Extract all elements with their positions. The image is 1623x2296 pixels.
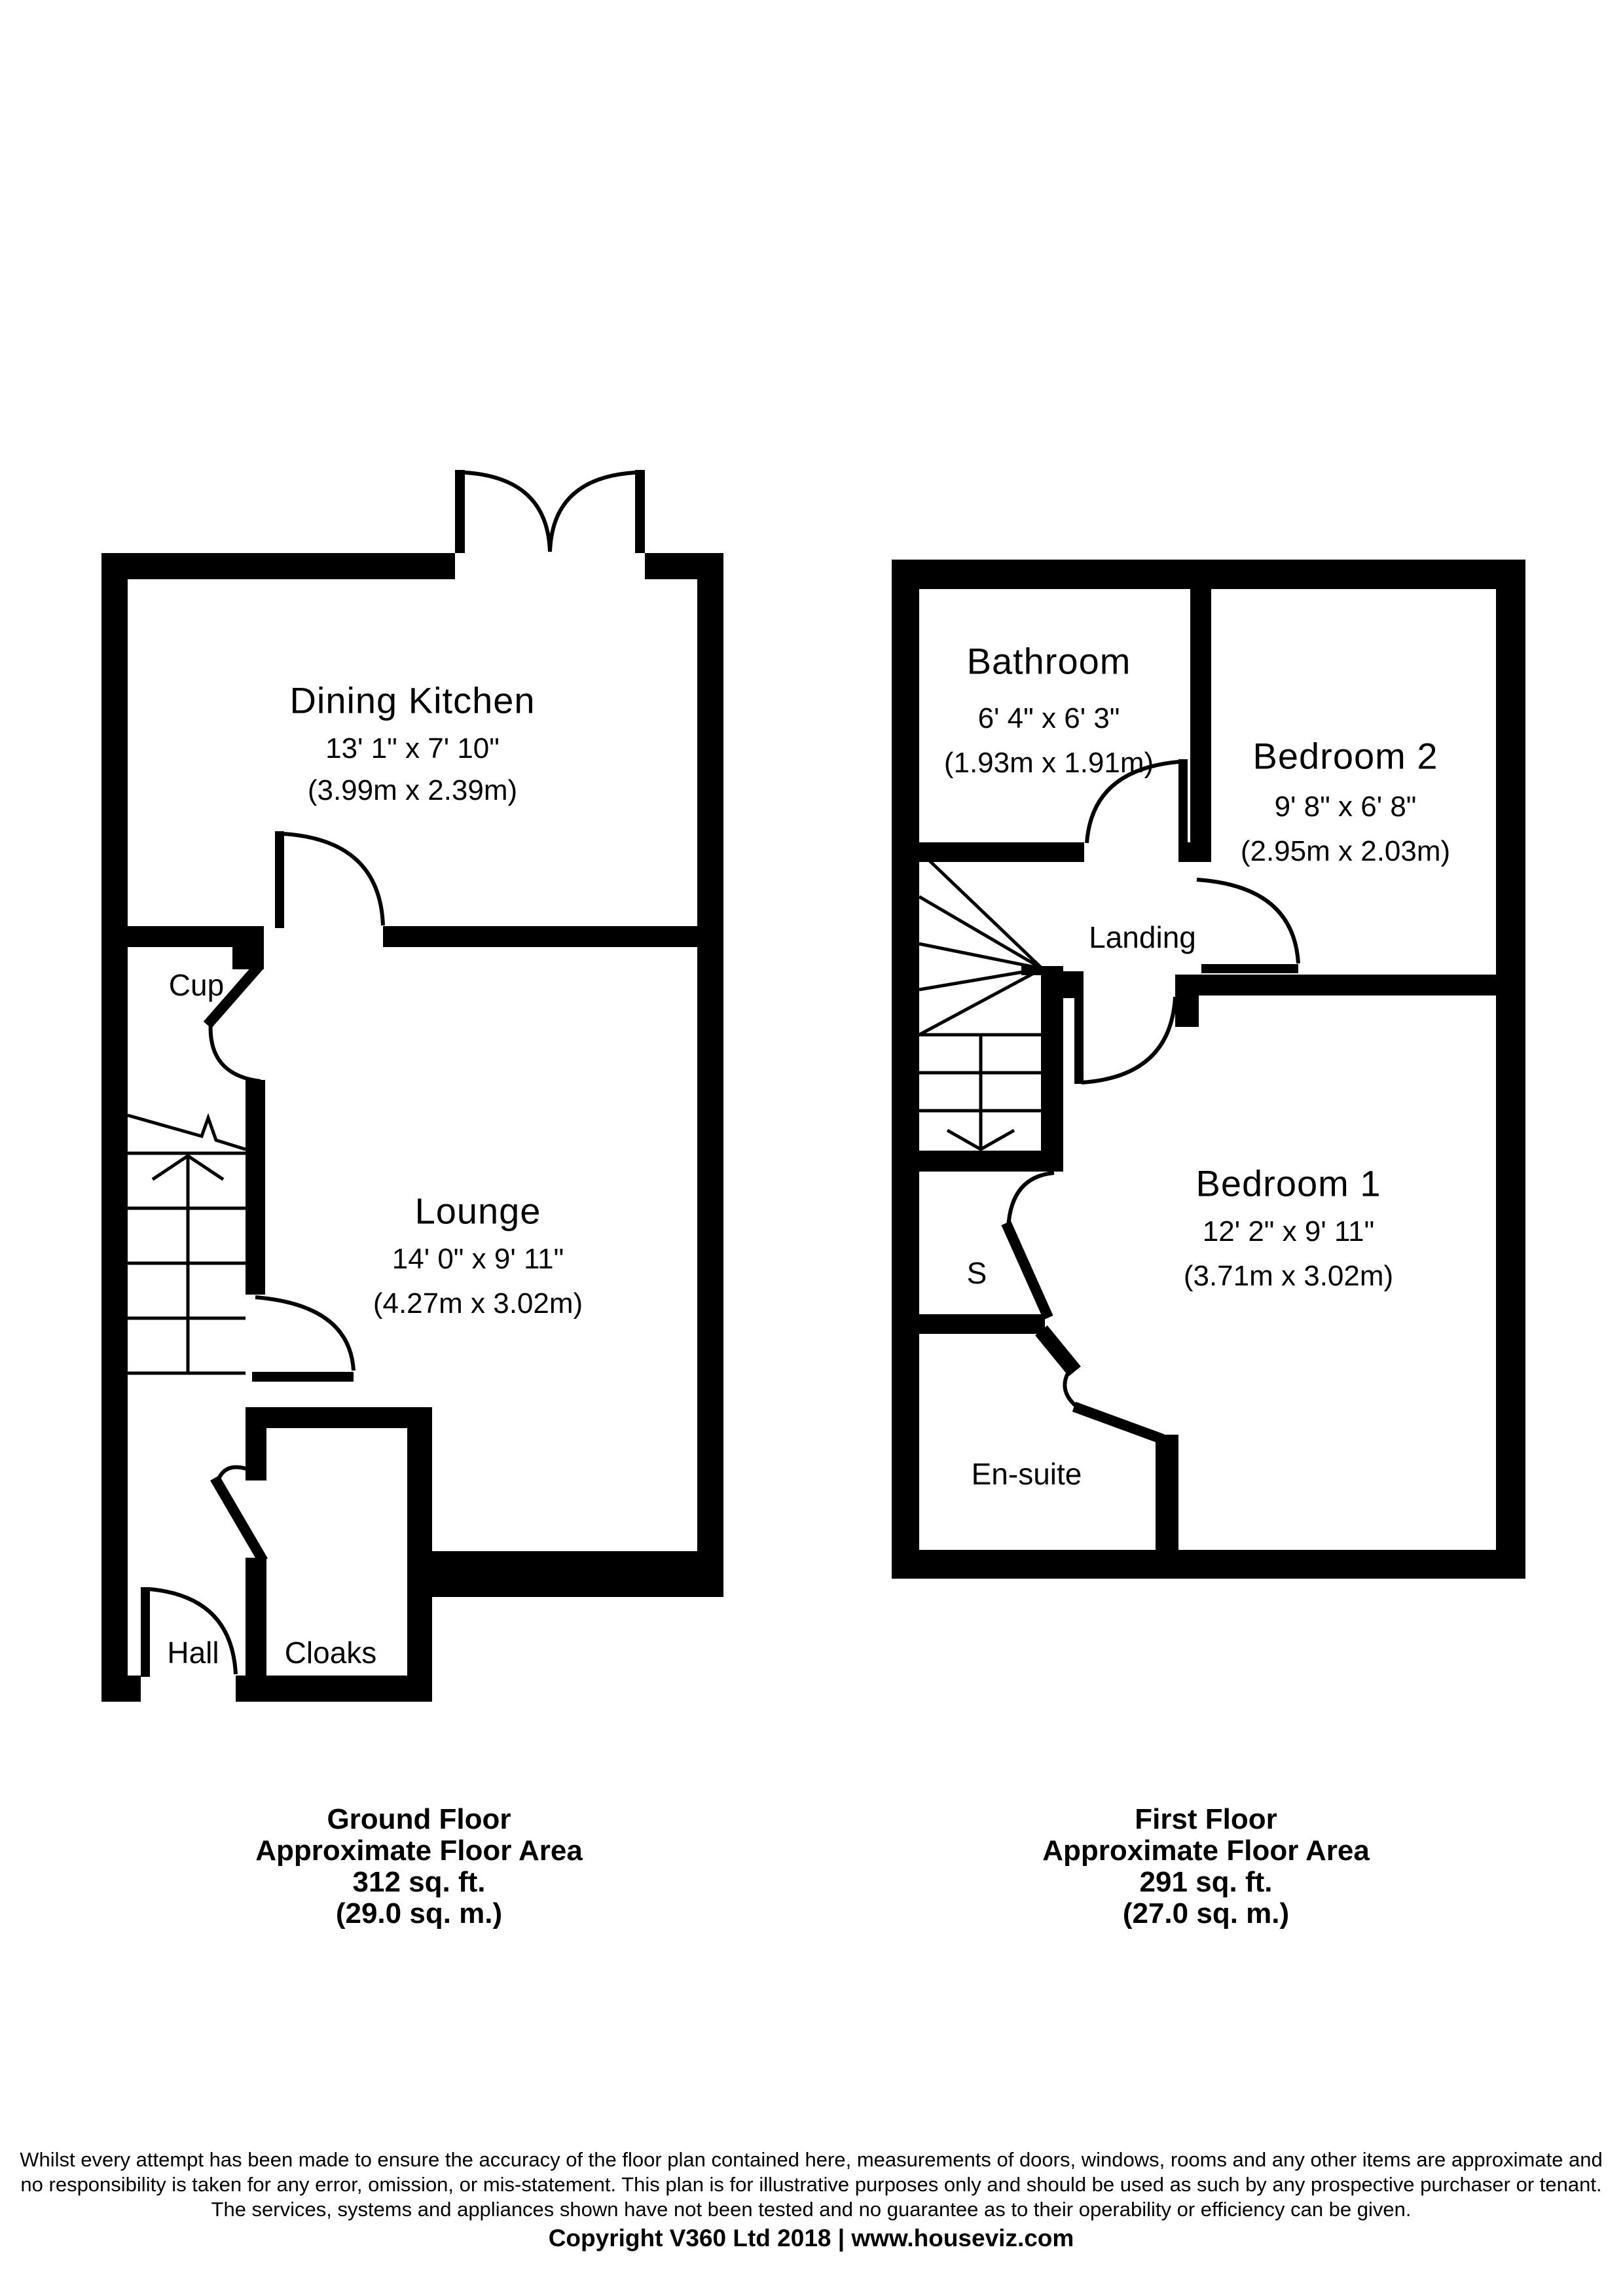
store-door-arc	[1008, 1173, 1054, 1228]
ground-floor-summary-title: Ground Floor	[327, 1803, 511, 1835]
french-door-left-leaf	[455, 470, 465, 553]
lounge-metric: (4.27m x 3.02m)	[373, 1287, 583, 1319]
first-floor-summary-area-ft: 291 sq. ft.	[1139, 1866, 1273, 1898]
ff-stair-wall	[1041, 966, 1063, 1172]
dining-kitchen-metric: (3.99m x 2.39m)	[307, 774, 518, 806]
store-label: S	[966, 1256, 987, 1290]
gf-cloaks-left-wall	[246, 1558, 266, 1676]
bedroom1-imperial: 12' 2" x 9' 11"	[1202, 1215, 1375, 1247]
ff-store-bottom-wall	[919, 1314, 1045, 1334]
ff-left-wall	[892, 560, 919, 1579]
copyright-line: Copyright V360 Ltd 2018 | www.houseviz.com	[548, 2225, 1074, 2251]
french-door-left-arc	[465, 473, 550, 552]
dining-kitchen-label: Dining Kitchen	[289, 679, 536, 721]
hall-label: Hall	[167, 1636, 219, 1670]
cloaks-label: Cloaks	[284, 1636, 377, 1670]
bathroom-door-leaf	[1178, 759, 1188, 843]
gf-staircase	[128, 1115, 246, 1373]
cup-label: Cup	[168, 968, 225, 1002]
ground-floor-plan	[101, 470, 723, 1702]
gf-kitchen-wall-left	[128, 926, 232, 947]
front-door-leaf	[141, 1587, 150, 1677]
store-door-leaf	[1008, 1228, 1046, 1313]
ensuite-label: En-suite	[971, 1457, 1082, 1491]
ground-floor-summary-area-ft: 312 sq. ft.	[352, 1866, 486, 1898]
ground-floor-summary-area-m: (29.0 sq. m.)	[335, 1897, 503, 1929]
gf-bottom-wall-mid	[236, 1676, 407, 1702]
ff-stair-bottom-wall	[919, 1151, 1063, 1172]
gf-lounge-bottom-wall	[432, 1551, 723, 1597]
ff-top-wall	[892, 560, 1525, 589]
disclaimer-line-3: The services, systems and appliances shown have not been tested and no guarantee as to their operability or efficiency can be given.	[211, 2198, 1412, 2221]
lounge-door-arc	[255, 1297, 354, 1371]
bedroom1-metric: (3.71m x 3.02m)	[1183, 1260, 1394, 1292]
ensuite-door-jamb-stub	[1046, 1336, 1070, 1365]
kitchen-door-leaf	[275, 831, 284, 928]
bedroom1-door-arc	[1082, 997, 1175, 1083]
ff-bed2-bottom-wall	[1190, 975, 1525, 996]
gf-top-wall-left	[101, 553, 455, 579]
first-floor-summary-title: First Floor	[1135, 1803, 1277, 1835]
ff-bath-bottom-wall	[919, 842, 1084, 862]
landing-label: Landing	[1089, 920, 1196, 954]
bedroom2-metric: (2.95m x 2.03m)	[1240, 835, 1451, 867]
cloaks-door-leaf	[217, 1482, 261, 1556]
lounge-imperial: 14' 0" x 9' 11"	[392, 1243, 564, 1275]
disclaimer-line-1: Whilst every attempt has been made to ensure the accuracy of the floor plan contained here, measurements of doors, windows, rooms and any other items are approximate and	[20, 2148, 1603, 2171]
gf-cloaks-top-wall	[246, 1407, 432, 1428]
ff-ensuite-right-wall	[1156, 1435, 1178, 1550]
first-floor-summary	[1042, 1804, 1370, 1929]
bathroom-label: Bathroom	[966, 640, 1131, 682]
gf-left-wall	[101, 553, 128, 1702]
lounge-door-leaf	[252, 1372, 354, 1382]
bedroom2-door-arc	[1197, 880, 1298, 963]
ff-right-wall	[1496, 560, 1525, 1579]
ff-bottom-wall	[892, 1550, 1525, 1579]
dining-kitchen-imperial: 13' 1" x 7' 10"	[325, 732, 500, 764]
ensuite-door-leaf	[1079, 1408, 1158, 1437]
first-floor-summary-area-m: (27.0 sq. m.)	[1122, 1897, 1290, 1929]
kitchen-door-arc	[284, 834, 383, 925]
bedroom1-label: Bedroom 1	[1195, 1162, 1381, 1204]
ff-bath-door-jamb	[1178, 842, 1211, 862]
cup-door-arc	[211, 1021, 261, 1081]
ff-stair-winder-fan	[919, 851, 1042, 1035]
bathroom-imperial: 6' 4" x 6' 3"	[977, 702, 1120, 734]
lounge-label: Lounge	[414, 1190, 541, 1232]
french-door-right-leaf	[635, 470, 645, 553]
gf-kitchen-wall-right	[383, 926, 704, 947]
gf-kitchen-wall-stub	[232, 926, 264, 969]
bathroom-metric: (1.93m x 1.91m)	[943, 747, 1154, 779]
bedroom2-label: Bedroom 2	[1252, 735, 1438, 777]
disclaimer-line-2: no responsibility is taken for any error, omission, or mis-statement. This plan is for illustrative purposes only and should be used as such by any prospective purchaser or tenant.	[20, 2173, 1602, 2196]
gf-bottom-wall-left	[101, 1676, 141, 1702]
gf-stair-wall	[246, 1080, 265, 1295]
ff-bath-bed2-divider	[1190, 586, 1211, 862]
gf-stair-break-line	[128, 1115, 246, 1149]
gf-cloaks-right-wall	[407, 1407, 432, 1702]
first-floor-summary-subtitle: Approximate Floor Area	[1042, 1835, 1370, 1867]
ground-floor-summary	[255, 1804, 583, 1929]
bedroom2-door-leaf	[1201, 964, 1298, 973]
bedroom2-imperial: 9' 8" x 6' 8"	[1274, 791, 1417, 823]
french-door-right-arc	[550, 473, 635, 552]
gf-right-wall	[697, 553, 723, 1597]
ground-floor-summary-subtitle: Approximate Floor Area	[255, 1835, 583, 1867]
ff-staircase	[919, 851, 1042, 1149]
bedroom1-door-leaf	[1074, 993, 1084, 1084]
